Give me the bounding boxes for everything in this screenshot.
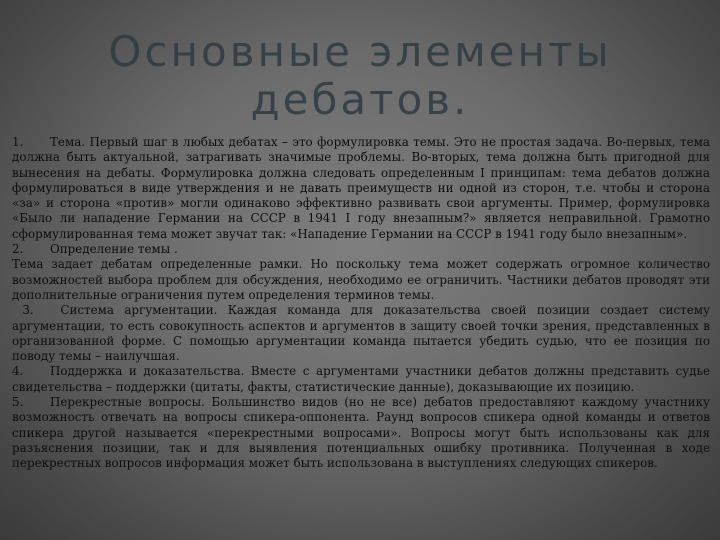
paragraph-2-heading [12, 242, 710, 257]
paragraph-5 [12, 395, 710, 471]
paragraph-3-number: 3. [22, 303, 34, 318]
paragraph-1-number: 1. [12, 135, 24, 149]
paragraph-4-number: 4. [12, 364, 24, 379]
paragraph-5-text: Перекрестные вопросы. Большинство видов (но не все) дебатов предоставляют каждому участнику возможность отвечать на вопросы спикера-оппонента. Раунд вопросов спикера одной команды и ответов спикера другой называется «перекрестными вопросами». Вопросы могут быть использованы как для разъяснения позиции, так и для выявления потенциальных ошибку противника. Полученная в ходе перекрестных вопросов информация может быть использована в выступлениях следующих спикеров. [12, 395, 710, 471]
paragraph-4-text: Поддержка и доказательства. Вместе с аргументами участники дебатов должны представить судье свидетельства – поддержки (цитаты, факты, статистические данные), доказывающие их позицию. [12, 364, 710, 394]
paragraph-5-number: 5. [12, 395, 24, 410]
paragraph-2 [12, 257, 710, 303]
slide-title-line-2: дебатов. [250, 75, 470, 124]
paragraph-3 [12, 303, 710, 364]
slide-body [12, 135, 710, 472]
paragraph-1-text: Тема. Первый шаг в любых дебатах – это формулировка темы. Это не простая задача. Во-первых, тема должна быть актуальной, затрагивать значимые проблемы. Во-вторых, тема должна быть пригодной для вынесения на дебаты. Формулировка должна следовать определенным I принципам: тема дебатов должна формулироваться в виде утверждения и не давать преимуществ ни одной из сторон, т.е. чтобы и сторона «за» и сторона «против» могли одинаково эффективно развивать свои аргументы. Пример, формулировка «Было ли нападение Германии на СССР в 1941 I году внезапным?» является неправильной. Грамотно сформулированная тема может звучат так: «Нападение Германии на СССР в 1941 году было внезапным». [12, 135, 710, 241]
paragraph-2-number: 2. [12, 242, 24, 257]
paragraph-1 [12, 135, 710, 242]
paragraph-4 [12, 364, 710, 395]
slide-title-line-1: Основные элементы [108, 27, 612, 76]
paragraph-2-heading-text: Определение темы . [50, 242, 178, 257]
paragraph-3-text: Система аргументации. Каждая команда для доказательства своей позиции создает систему аргументации, то есть совокупность аспектов и аргументов в защиту своей точки зрения, представленных в организованной форме. С помощью аргументации команда пытается убедить судью, что ее позиция по поводу темы – наилучшая. [12, 303, 711, 364]
slide-title [0, 28, 720, 124]
paragraph-2-text: Тема задает дебатам определенные рамки. Но поскольку тема может содержать огромное количество возможностей выбора проблем для обсуждения, необходимо ее ограничить. Частники дебатов проводят эти дополнительные ограничения путем определения терминов темы. [12, 257, 710, 302]
